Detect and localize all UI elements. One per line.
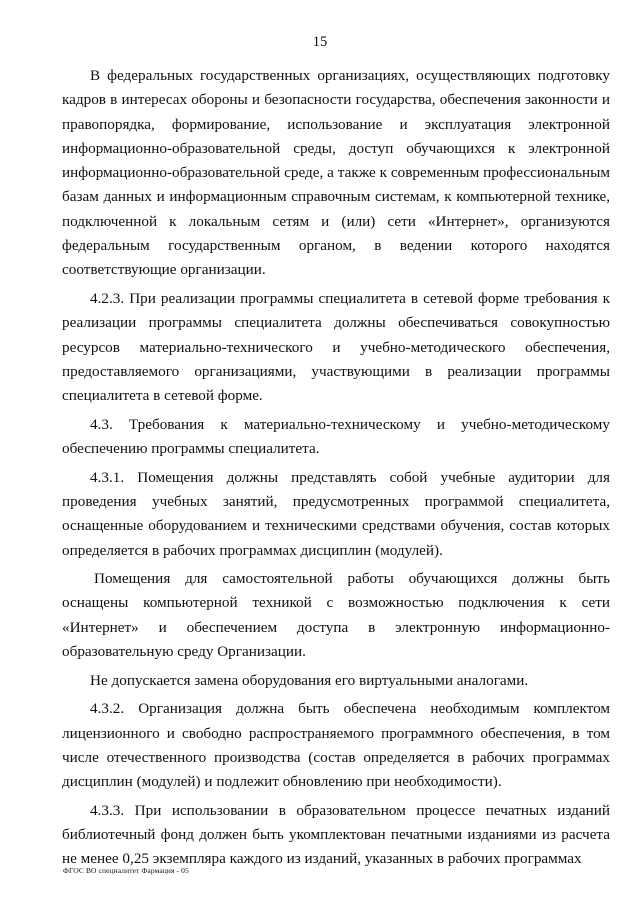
paragraph-federal-organizations: В федеральных государственных организациях, осуществляющих подготовку кадров в интересах обороны и безопасности государства, обеспечения законности и правопорядка, формирование, использование и эксплуатация электронной информационно-образовательной среды, доступ обучающихся к электронной информационно-образовательной среде, а также к современным профессиональным базам данных и информационным справочным системам, к компьютерной технике, подключенной к локальным сетям и (или) сети «Интернет», организуются федеральным государственным органом, в ведении которого находятся соответствующие организации. xyxy=(62,67,610,279)
footer-note: ФГОС ВО специалитет Фармация - 05 xyxy=(63,866,189,875)
paragraph-no-virtual-analogs: Не допускается замена оборудования его виртуальными аналогами. xyxy=(90,671,529,689)
paragraph-self-study-rooms: Помещения для самостоятельной работы обучающихся должны быть оснащены компьютерной техникой с возможностью подключения к сети «Интернет» и обеспечением доступа в электронную информационно-образовательную среду Организации. xyxy=(62,570,610,661)
paragraph-4-3-3: 4.3.3. При использовании в образовательном процессе печатных изданий библиотечный фонд должен быть укомплектован печатными изданиями из расчета не менее 0,25 экземпляра каждого из изданий, указанных в рабочих программах xyxy=(62,801,610,868)
body-text xyxy=(62,64,610,876)
paragraph-4-3: 4.3. Требования к материально-техническому и учебно-методическому обеспечению программы специалитета. xyxy=(62,415,610,458)
paragraph-4-2-3: 4.2.3. При реализации программы специалитета в сетевой форме требования к реализации программы специалитета должны обеспечиваться совокупностью ресурсов материально-технического и учебно-методического обеспечения, предоставляемого организациями, участвующими в реализации программы специалитета в сетевой форме. xyxy=(62,289,610,405)
paragraph-4-3-2: 4.3.2. Организация должна быть обеспечена необходимым комплектом лицензионного и свободно распространяемого программного обеспечения, в том числе отечественного производства (состав определяется в рабочих программах дисциплин (модулей) и подлежит обновлению при необходимости). xyxy=(62,700,610,791)
page-number: 15 xyxy=(312,34,328,50)
paragraph-4-3-1: 4.3.1. Помещения должны представлять собой учебные аудитории для проведения учебных занятий, предусмотренных программой специалитета, оснащенные оборудованием и техническими средствами обучения, состав которых определяется в рабочих программах дисциплин (модулей). xyxy=(62,468,610,559)
